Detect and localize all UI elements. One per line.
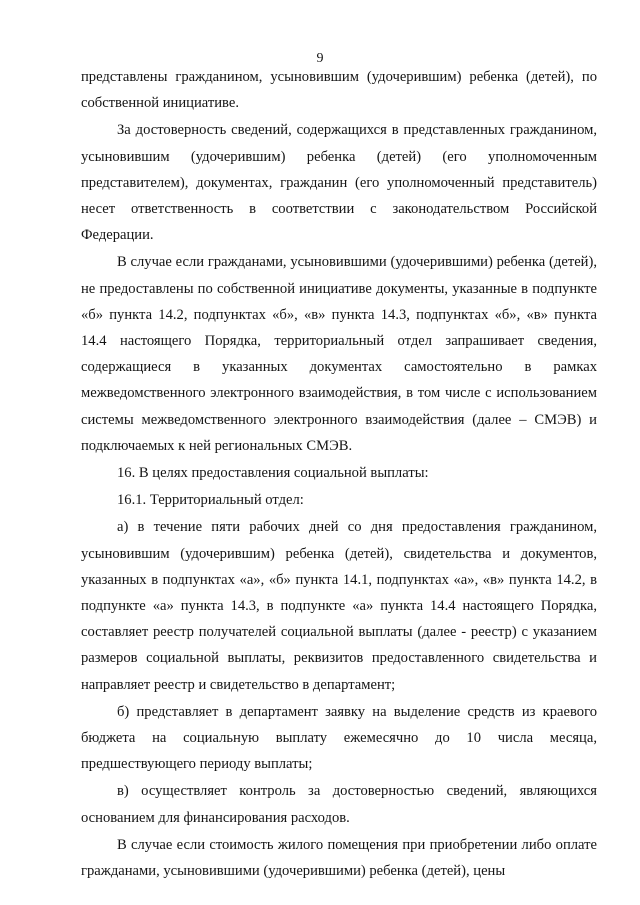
document-body (81, 64, 597, 884)
paragraph-section-16: 16. В целях предоставления социальной выплаты: (117, 465, 429, 482)
paragraph-section-16-1: 16.1. Территориальный отдел: (117, 492, 304, 509)
paragraph-continuation: представлены гражданином, усыновившим (удочерившим) ребенка (детей), по собственной инициативе. (81, 69, 597, 112)
paragraph-housing-cost: В случае если стоимость жилого помещения при приобретении либо оплате гражданами, усыновившими (удочерившими) ребенка (детей), цены (81, 836, 597, 880)
paragraph-item-v: в) осуществляет контроль за достоверностью сведений, являющихся основанием для финансирования расходов. (81, 783, 597, 826)
paragraph-item-a: а) в течение пяти рабочих дней со дня предоставления гражданином, усыновившим (удочерившим) ребенка (детей), свидетельства и документов, указанных в подпунктах «а», «б» пункта 14.1, подпунктах «а», «в» пункта 14.2, в подпункте «а» пункта 14.3, в подпункте «а» пункта 14.4 настоящего Порядка, составляет реестр получателей социальной выплаты (далее - реестр) с указанием размеров социальной выплаты, реквизитов предоставленного свидетельства и направляет реестр и свидетельство в департамент; (81, 519, 597, 693)
page-number: 9 (316, 51, 324, 66)
paragraph-item-b: б) представляет в департамент заявку на выделение средств из краевого бюджета на социальную выплату ежемесячно до 10 числа месяца, предшествующего периоду выплаты; (81, 703, 597, 773)
paragraph-interagency-request: В случае если гражданами, усыновившими (удочерившими) ребенка (детей), не предоставлены по собственной инициативе документы, указанные в подпункте «б» пункта 14.2, подпунктах «б», «в» пункта 14.3, подпунктах «б», «в» пункта 14.4 настоящего Порядка, территориальный отдел запрашивает сведения, содержащиеся в указанных документах самостоятельно в рамках межведомственного электронного взаимодействия, в том числе с использованием системы межведомственного электронного взаимодействия (далее – СМЭВ) и подключаемых к ней региональных СМЭВ. (81, 254, 597, 454)
paragraph-responsibility: За достоверность сведений, содержащихся в представленных гражданином, усыновившим (удочерившим) ребенка (детей) (его уполномоченным представителем), документах, гражданин (его уполномоченный представитель) несет ответственность в соответствии с законодательством Российской Федерации. (81, 122, 597, 244)
